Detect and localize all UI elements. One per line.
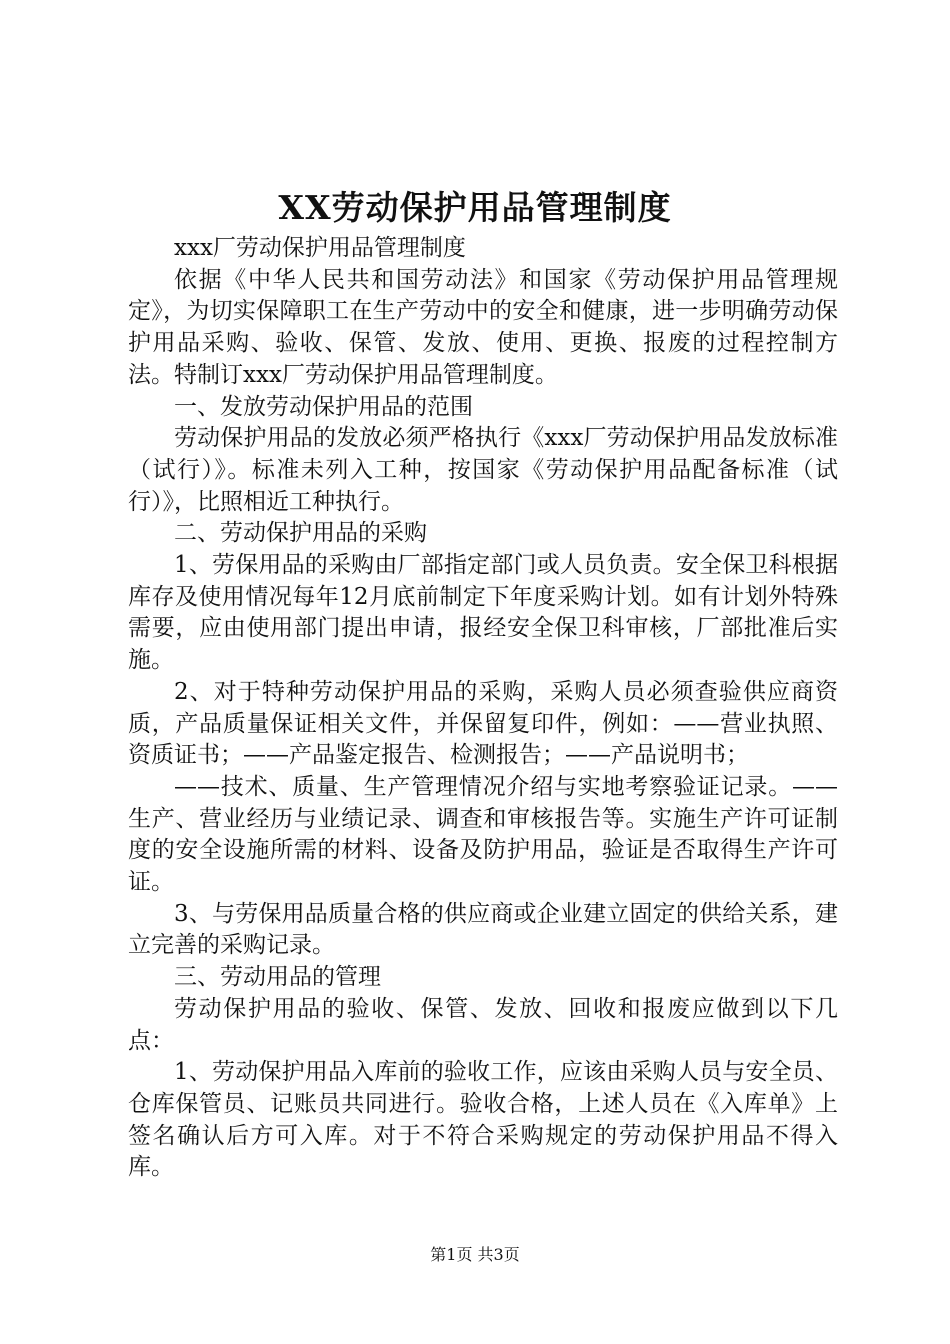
paragraph-procurement-2: 2、对于特种劳动保护用品的采购，采购人员必须查验供应商资质，产品质量保证相关文件，并保留复印件，例如：——营业执照、资质证书；——产品鉴定报告、检测报告；——产品说明书；: [128, 678, 838, 769]
paragraph-intro: 依据《中华人民共和国劳动法》和国家《劳动保护用品管理规定》，为切实保障职工在生产劳动中的安全和健康，进一步明确劳动保护用品采购、验收、保管、发放、使用、更换、报废的过程控制方法。特制订xxx厂劳动保护用品管理制度。: [128, 266, 838, 388]
paragraph-subtitle: xxx厂劳动保护用品管理制度: [174, 235, 466, 261]
paragraph-management-intro: 劳动保护用品的验收、保管、发放、回收和报废应做到以下几点：: [128, 995, 838, 1054]
document-title: XX劳动保护用品管理制度: [278, 188, 672, 227]
page-footer: 第1页 共3页: [430, 1245, 520, 1264]
section-heading-3: 三、劳动用品的管理: [174, 964, 381, 991]
section-heading-2: 二、劳动保护用品的采购: [174, 520, 427, 547]
document-body: [128, 233, 838, 1184]
paragraph-procurement-2-cont: ——技术、质量、生产管理情况介绍与实地考察验证记录。——生产、营业经历与业绩记录、调查和审核报告等。实施生产许可证制度的安全设施所需的材料、设备及防护用品，验证是否取得生产许可证。: [128, 773, 838, 896]
paragraph-management-1: 1、劳动保护用品入库前的验收工作，应该由采购人员与安全员、仓库保管员、记账员共同进行。验收合格，上述人员在《入库单》上签名确认后方可入库。对于不符合采购规定的劳动保护用品不得入库。: [128, 1059, 838, 1181]
paragraph-scope: 劳动保护用品的发放必须严格执行《xxx厂劳动保护用品发放标准（试行）》。标准未列入工种，按国家《劳动保护用品配备标准（试行）》，比照相近工种执行。: [128, 425, 838, 515]
section-heading-1: 一、发放劳动保护用品的范围: [174, 393, 473, 420]
paragraph-procurement-1: 1、劳保用品的采购由厂部指定部门或人员负责。安全保卫科根据库存及使用情况每年12月底前制定下年度采购计划。如有计划外特殊需要，应由使用部门提出申请，报经安全保卫科审核，厂部批准后实施。: [128, 552, 838, 674]
paragraph-procurement-3: 3、与劳保用品质量合格的供应商或企业建立固定的供给关系，建立完善的采购记录。: [128, 900, 838, 959]
